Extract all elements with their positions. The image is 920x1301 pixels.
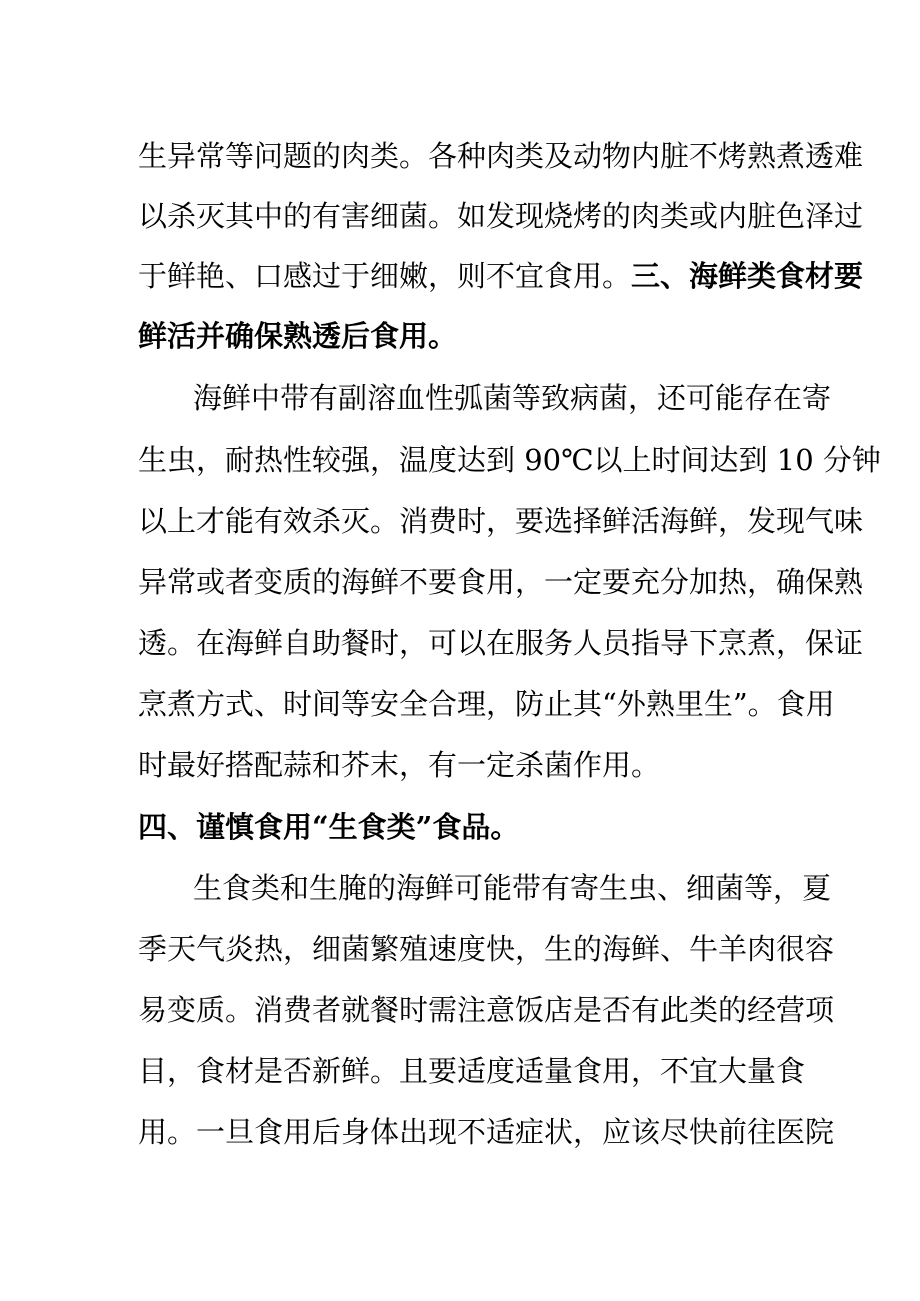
text-segment: 目，食材是否新鲜。且要适度适量食用，不宜大量食 (138, 1054, 806, 1088)
text-segment: 于鲜艳、口感过于细嫩，则不宜食用。 (138, 259, 632, 293)
text-segment: 生食类和生腌的海鲜可能带有寄生虫、细菌等，夏 (193, 871, 832, 905)
text-segment: 以上才能有效杀灭。消费时，要选择鲜活海鲜，发现气味 (138, 504, 864, 538)
text-line (138, 198, 863, 234)
text-segment: 鲜活并确保熟透后食用。 (138, 319, 458, 353)
text-line (138, 747, 660, 783)
text-segment: 用。一旦食用后身体出现不适症状，应该尽快前往医院 (138, 1115, 835, 1149)
text-segment: 时最好搭配蒜和芥末，有一定杀菌作用。 (138, 748, 661, 782)
text-segment: 以杀灭其中的有害细菌。如发现烧烤的肉类或内脏色泽过 (138, 199, 864, 233)
text-line (138, 686, 835, 722)
text-segment: 海鲜中带有副溶血性弧菌等致病菌，还可能存在寄 (193, 381, 832, 415)
text-segment: 生异常等问题的肉类。各种肉类及动物内脏不烤熟煮透难 (138, 139, 864, 173)
text-segment: 季天气炎热，细菌繁殖速度快，生的海鲜、牛羊肉很容 (138, 932, 835, 966)
text-line (138, 258, 863, 294)
text-line (138, 138, 863, 174)
text-segment: 异常或者变质的海鲜不要食用，一定要充分加热，确保熟 (138, 565, 864, 599)
text-line (138, 564, 863, 600)
text-line (138, 931, 834, 967)
text-line (138, 992, 834, 1028)
section-heading-four (138, 809, 519, 845)
text-line (138, 442, 881, 478)
text-line (138, 625, 863, 661)
text-line (138, 503, 863, 539)
section-heading-three-continued (138, 318, 457, 354)
text-segment: 生虫，耐热性较强，温度达到 90℃以上时间达到 10 分钟 (138, 443, 881, 477)
section-heading-three: 三、海鲜类食材要 (631, 259, 864, 293)
paragraph-first-line (193, 380, 831, 416)
paragraph-first-line (193, 870, 831, 906)
text-segment: 透。在海鲜自助餐时，可以在服务人员指导下烹煮，保证 (138, 626, 864, 660)
text-line (138, 1053, 805, 1089)
text-segment: 四、谨慎食用“生食类”食品。 (138, 810, 520, 844)
text-segment: 易变质。消费者就餐时需注意饭店是否有此类的经营项 (138, 993, 835, 1027)
text-line (138, 1114, 834, 1150)
text-segment: 烹煮方式、时间等安全合理，防止其“外熟里生”。食用 (138, 687, 835, 721)
